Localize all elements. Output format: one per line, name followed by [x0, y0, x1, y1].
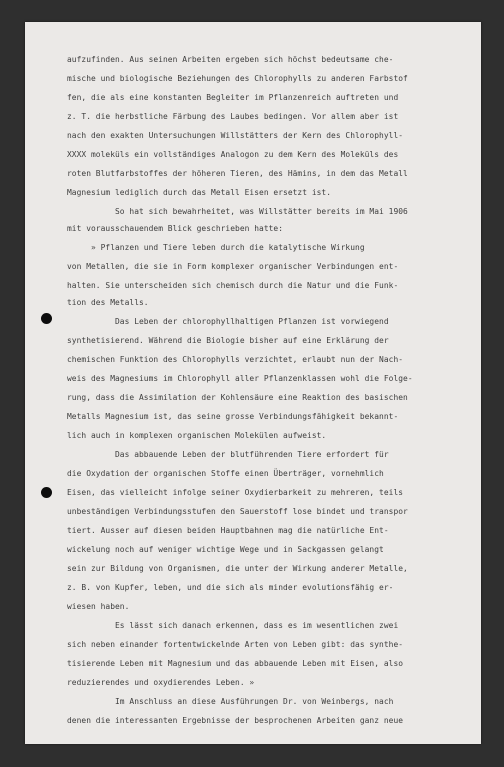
text-line: tion des Metalls.: [67, 298, 149, 307]
text-line: tiert. Ausser auf diesen beiden Hauptbahnen mag die natürliche Ent-: [67, 526, 389, 535]
text-line: Magnesium lediglich durch das Metall Eisen ersetzt ist.: [67, 188, 332, 197]
text-line: sein zur Bildung von Organismen, die unter der Wirkung anderer Metalle,: [67, 564, 408, 573]
text-line: wickelung noch auf weniger wichtige Wege und in Sackgassen gelangt: [67, 545, 384, 554]
text-line: von Metallen, die sie in Form komplexer organischer Verbindungen ent-: [67, 262, 399, 271]
punch-hole: [41, 487, 52, 498]
text-line: Das Leben der chlorophyllhaltigen Pflanzen ist vorwiegend: [67, 317, 389, 326]
text-line: tisierende Leben mit Magnesium und das abbauende Leben mit Eisen, also: [67, 659, 404, 668]
text-line: fen, die als eine konstanten Begleiter im Pflanzenreich auftreten und: [67, 93, 399, 102]
text-line: Metalls Magnesium ist, das seine grosse Verbindungsfähigkeit bekannt-: [67, 412, 399, 421]
text-line: unbeständigen Verbindungsstufen den Sauerstoff lose bindet und transpor: [67, 507, 408, 516]
text-line: Im Anschluss an diese Ausführungen Dr. von Weinbergs, nach: [67, 697, 394, 706]
text-line: weis des Magnesiums im Chlorophyll aller Pflanzenklassen wohl die Folge-: [67, 374, 413, 383]
text-line: wiesen haben.: [67, 602, 130, 611]
text-line: sich neben einander fortentwickelnde Arten von Leben gibt: das synthe-: [67, 640, 404, 649]
text-line: nach den exakten Untersuchungen Willstätters der Kern des Chlorophyll-: [67, 131, 404, 140]
text-line: reduzierendes und oxydierendes Leben. »: [67, 678, 255, 687]
text-line: halten. Sie unterscheiden sich chemisch durch die Natur und die Funk-: [67, 281, 399, 290]
punch-hole: [41, 313, 52, 324]
text-line: synthetisierend. Während die Biologie bisher auf eine Erklärung der: [67, 336, 389, 345]
text-line: Eisen, das vielleicht infolge seiner Oxydierbarkeit zu mehreren, teils: [67, 488, 404, 497]
text-line: chemischen Funktion des Chlorophylls verzichtet, erlaubt nun der Nach-: [67, 355, 404, 364]
text-line: lich auch in komplexen organischen Molekülen aufweist.: [67, 431, 327, 440]
text-line: z. B. von Kupfer, leben, und die sich als minder evolutionsfähig er-: [67, 583, 394, 592]
text-line: mit vorausschauendem Blick geschrieben hatte:: [67, 224, 284, 233]
text-line: Das abbauende Leben der blutführenden Tiere erfordert für: [67, 450, 389, 459]
text-line: XXXX moleküls ein vollständiges Analogon zu dem Kern des Moleküls des: [67, 150, 399, 159]
text-line: mische und biologische Beziehungen des Chlorophylls zu anderen Farbstof: [67, 74, 408, 83]
text-line: aufzufinden. Aus seinen Arbeiten ergeben sich höchst bedeutsame che-: [67, 55, 394, 64]
text-line: die Oxydation der organischen Stoffe einen Überträger, vornehmlich: [67, 469, 384, 478]
text-line: rung, dass die Assimilation der Kohlensäure eine Reaktion des basischen: [67, 393, 408, 402]
text-line: denen die interessanten Ergebnisse der besprochenen Arbeiten ganz neue: [67, 716, 404, 725]
text-line: So hat sich bewahrheitet, was Willstätter bereits im Mai 1906: [67, 207, 408, 216]
text-line: » Pflanzen und Tiere leben durch die katalytische Wirkung: [67, 243, 365, 252]
text-line: z. T. die herbstliche Färbung des Laubes bedingen. Vor allem aber ist: [67, 112, 399, 121]
text-line: roten Blutfarbstoffes der höheren Tieren, des Hämins, in dem das Metall: [67, 169, 408, 178]
text-line: Es lässt sich danach erkennen, dass es im wesentlichen zwei: [67, 621, 399, 630]
